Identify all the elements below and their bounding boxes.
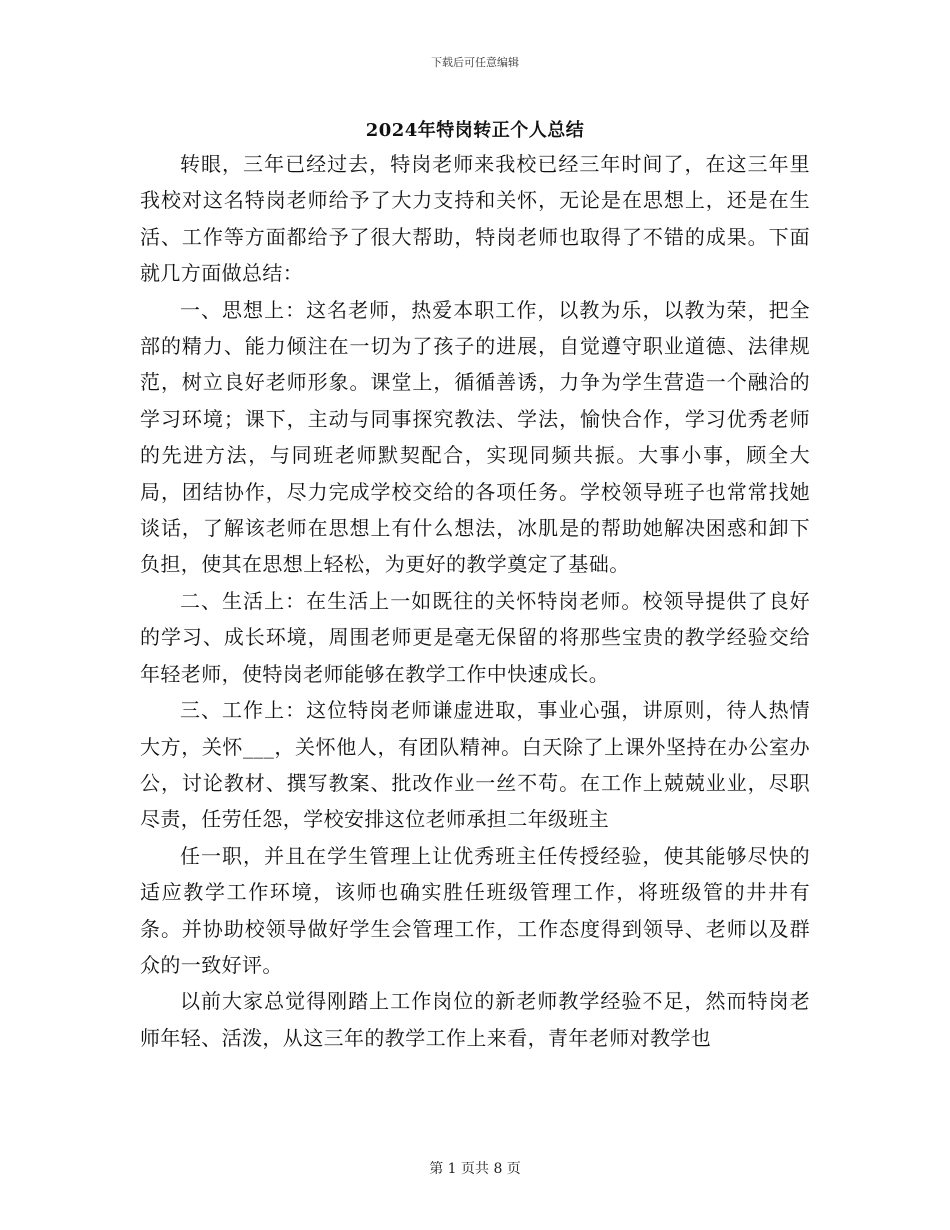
document-title: 2024年特岗转正个人总结	[365, 120, 585, 141]
paragraph-intro: 转眼，三年已经过去，特岗老师来我校已经三年时间了，在这三年里我校对这名特岗老师给予了大力支持和关怀，无论是在思想上，还是在生活、工作等方面都给予了很大帮助，特岗老师也取得了不错的成果。下面就几方面做总结：	[140, 152, 810, 286]
document-body	[140, 146, 810, 1056]
paragraph-work-continued: 任一职，并且在学生管理上让优秀班主任传授经验，使其能够尽快的适应教学工作环境，该师也确实胜任班级管理工作，将班级管的井井有条。并协助校领导做好学生会管理工作，工作态度得到领导、老师以及群众的一致好评。	[140, 843, 810, 977]
paragraph-life: 二、生活上：在生活上一如既往的关怀特岗老师。校领导提供了良好的学习、成长环境，周围老师更是毫无保留的将那些宝贵的教学经验交给年轻老师，使特岗老师能够在教学工作中快速成长。	[140, 588, 810, 686]
paragraph-work: 三、工作上：这位特岗老师谦虚进取，事业心强，讲原则，待人热情大方，关怀___，关怀他人，有团队精神。白天除了上课外坚持在办公室办公，讨论教材、撰写教案、批改作业一丝不苟。在工作上兢兢业业，尽职尽责，任劳任怨，学校安排这位老师承担二年级班主	[140, 698, 810, 832]
paragraph-thought: 一、思想上：这名老师，热爱本职工作，以教为乐，以教为荣，把全部的精力、能力倾注在一切为了孩子的进展，自觉遵守职业道德、法律规范，树立良好老师形象。课堂上，循循善诱，力争为学生营造一个融洽的学习环境；课下，主动与同事探究教法、学法，愉快合作，学习优秀老师的先进方法，与同班老师默契配合，实现同频共振。大事小事，顾全大局，团结协作，尽力完成学校交给的各项任务。学校领导班子也常常找她谈话，了解该老师在思想上有什么想法，冰肌是的帮助她解决困惑和卸下负担，使其在思想上轻松，为更好的教学奠定了基础。	[140, 297, 810, 577]
paragraph-review: 以前大家总觉得刚踏上工作岗位的新老师教学经验不足，然而特岗老师年轻、活泼，从这三年的教学工作上来看，青年老师对教学也	[140, 989, 810, 1050]
page-header-note: 下载后可任意编辑	[431, 56, 519, 69]
page-number: 第 1 页共 8 页	[429, 1161, 521, 1177]
